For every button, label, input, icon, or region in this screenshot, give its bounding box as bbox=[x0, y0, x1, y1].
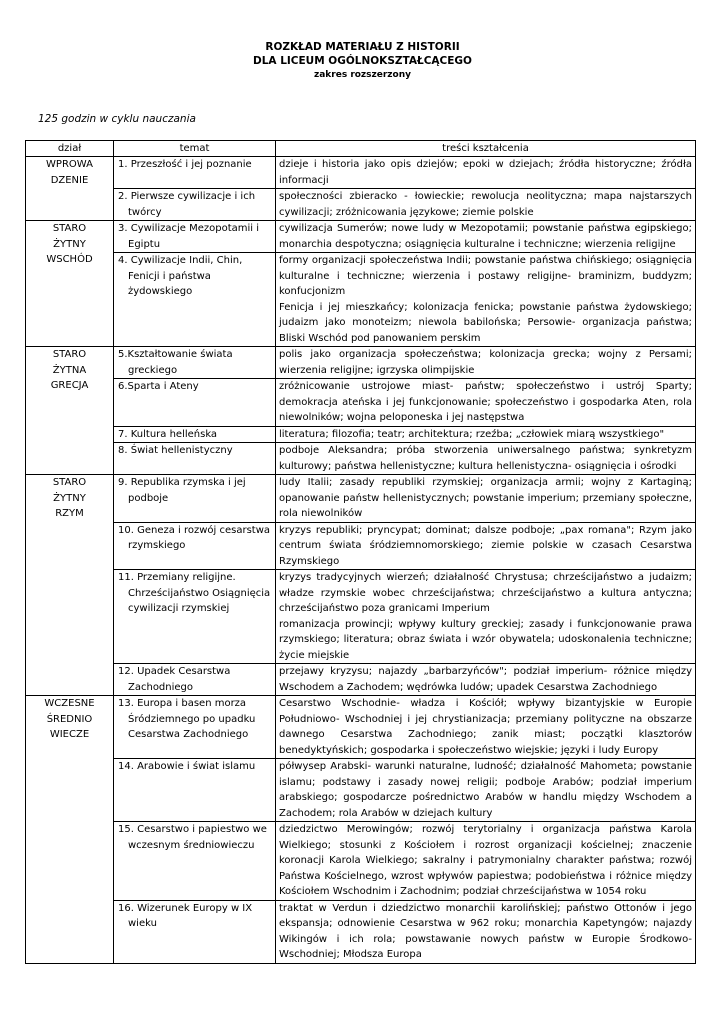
section-label: WCZESNE ŚREDNIO WIECZE bbox=[26, 696, 114, 964]
content-cell bbox=[276, 221, 696, 253]
content-text: dziedzictwo Merowingów; rozwój terytorialny i organizacja państwa Karola Wielkiego; stosunki z Kościołem i rozrost organizacji kościelnej; znaczenie koronacji Karola Wielkiego; sakralny i patrymonialny charakter państwa; rozwój Państwa Kościelnego, wzrost wpływów papiestwa; podobieństwa i różnice między Kościołem Wschodnim i Zachodnim; podział chrześcijaństwa w 1054 roku bbox=[279, 824, 692, 897]
content-cell bbox=[276, 157, 696, 189]
table-header-row bbox=[26, 141, 696, 157]
section-label: STARO ŻYTNA GRECJA bbox=[26, 347, 114, 475]
document-title-line1: ROZKŁAD MATERIAŁU Z HISTORII bbox=[265, 41, 460, 53]
topic-text: 16. Wizerunek Europy w IX wieku bbox=[118, 902, 253, 929]
column-header-dzial: dział bbox=[26, 141, 114, 157]
table-row bbox=[26, 696, 696, 759]
content-cell bbox=[276, 253, 696, 347]
topic-cell bbox=[114, 443, 276, 475]
topic-cell bbox=[114, 347, 276, 379]
topic-text: 2. Pierwsze cywilizacje i ich twórcy bbox=[118, 191, 256, 218]
table-row bbox=[26, 221, 696, 253]
content-text-continued: Fenicja i jej mieszkańcy; kolonizacja fenicka; powstanie państwa żydowskiego; judaizm jako monoteizm; niewola babilońska; Persowie- organizacja państwa; Bliski Wschód pod panowaniem perskim bbox=[279, 301, 692, 344]
topic-cell bbox=[114, 570, 276, 664]
table-row bbox=[26, 475, 696, 523]
content-text: zróżnicowanie ustrojowe miast- państw; społeczeństwo i ustrój Sparty; demokracja ateńska i jej funkcjonowanie; społeczeństwo i gospodarka Aten, rola niewolników; wojna peloponeska i jej następstwa bbox=[279, 381, 692, 423]
topic-cell bbox=[114, 189, 276, 221]
table-row bbox=[26, 822, 696, 901]
table-row bbox=[26, 347, 696, 379]
table-row bbox=[26, 443, 696, 475]
table-row bbox=[26, 379, 696, 427]
content-cell bbox=[276, 189, 696, 221]
topic-cell bbox=[114, 379, 276, 427]
hours-note: 125 godzin w cyklu nauczania bbox=[38, 113, 196, 125]
content-cell bbox=[276, 696, 696, 759]
content-cell bbox=[276, 522, 696, 570]
section-label: WPROWA DZENIE bbox=[26, 157, 114, 221]
content-cell bbox=[276, 475, 696, 523]
content-text: półwysep Arabski- warunki naturalne, ludność; działalność Mahometa; powstanie islamu; podstawy i zasady nowej religii; podboje Arabów; podział imperium arabskiego; gospodarcze pośrednictwo Arabów w handlu między Wschodem a Zachodem; rola Arabów w dziejach kultury bbox=[279, 761, 692, 819]
topic-text: 11. Przemiany religijne. Chrześcijaństwo Osiągnięcia cywilizacji rzymskiej bbox=[118, 572, 271, 614]
topic-text: 12. Upadek Cesarstwa Zachodniego bbox=[118, 666, 231, 693]
content-text: cywilizacja Sumerów; nowe ludy w Mezopotamii; powstanie państwa egipskiego; monarchia despotyczna; osiągnięcia kulturalne i techniczne; wierzenia religijne bbox=[279, 223, 692, 250]
content-text: kryzys tradycyjnych wierzeń; działalność Chrystusa; chrześcijaństwo a judaizm; władze rzymskie wobec chrześcijaństwa; chrześcijaństwo a kultura antyczna; chrześcijaństwo poza granicami Imperium bbox=[279, 572, 692, 614]
table-row bbox=[26, 157, 696, 189]
table-body bbox=[26, 157, 696, 964]
topic-cell bbox=[114, 253, 276, 347]
column-header-temat: temat bbox=[114, 141, 276, 157]
topic-cell bbox=[114, 157, 276, 189]
content-text-continued: romanizacja prowincji; wpływy kultury greckiej; zasady i funkcjonowanie prawa rzymskiego; literatura; obraz świata i wzór obywatela; udoskonalenia techniczne; życie miejskie bbox=[279, 618, 692, 661]
topic-cell bbox=[114, 696, 276, 759]
content-cell bbox=[276, 664, 696, 696]
topic-cell bbox=[114, 221, 276, 253]
topic-text: 3. Cywilizacje Mezopotamii i Egiptu bbox=[118, 223, 260, 250]
topic-text: 1. Przeszłość i jej poznanie bbox=[118, 159, 252, 170]
content-cell bbox=[276, 822, 696, 901]
topic-cell bbox=[114, 664, 276, 696]
content-cell bbox=[276, 570, 696, 664]
topic-text: 5.Kształtowanie świata greckiego bbox=[118, 349, 233, 376]
topic-cell bbox=[114, 426, 276, 443]
content-text: polis jako organizacja społeczeństwa; kolonizacja grecka; wojny z Persami; wierzenia religijne; igrzyska olimpijskie bbox=[279, 349, 692, 376]
topic-text: 15. Cesarstwo i papiestwo we wczesnym średniowieczu bbox=[118, 824, 267, 851]
table-row bbox=[26, 759, 696, 822]
content-text: dzieje i historia jako opis dziejów; epoki w dziejach; źródła historyczne; źródła informacji bbox=[279, 159, 692, 186]
content-text: literatura; filozofia; teatr; architektura; rzeźba; „człowiek miarą wszystkiego" bbox=[279, 428, 665, 440]
table-row bbox=[26, 664, 696, 696]
column-header-tresci: treści kształcenia bbox=[276, 141, 696, 157]
topic-cell bbox=[114, 759, 276, 822]
content-text: traktat w Verdun i dziedzictwo monarchii karolińskiej; państwo Ottonów i jego ekspansja; odnowienie Cesarstwa w 962 roku; monarchia Kapetyngów; najazdy Wikingów i ich rola; powstawanie nowych państw w Europie Środkowo-Wschodniej; Młodsza Europa bbox=[279, 902, 692, 960]
table-row bbox=[26, 522, 696, 570]
content-text: przejawy kryzysu; najazdy „barbarzyńców"; podział imperium- różnice między Wschodem a Zachodem; wędrówka ludów; upadek Cesarstwa Zachodniego bbox=[279, 666, 692, 693]
content-text: podboje Aleksandra; próba stworzenia uniwersalnego państwa; synkretyzm kulturowy; państwa hellenistyczne; kultura hellenistyczna- osiągnięcia i ośrodki bbox=[279, 445, 692, 472]
topic-text: 4. Cywilizacje Indii, Chin, Fenicji i państwa żydowskiego bbox=[118, 255, 243, 297]
table-row bbox=[26, 900, 696, 963]
topic-text: 9. Republika rzymska i jej podboje bbox=[118, 477, 246, 504]
topic-text: 13. Europa i basen morza Śródziemnego po upadku Cesarstwa Zachodniego bbox=[118, 698, 256, 740]
content-cell bbox=[276, 347, 696, 379]
content-text: Cesarstwo Wschodnie- władza i Kościół; wpływy bizantyjskie w Europie Południowo- Wschodniej i jej chrystianizacja; przemiany polityczne na obszarze dawnego Cesarstwa Zachodniego; zanik miast; początki klasztorów benedyktyńskich; gospodarka i społeczeństwo wiejskie; języki i ludy Europy bbox=[279, 698, 692, 756]
content-cell bbox=[276, 426, 696, 443]
section-label: STARO ŻYTNY WSCHÓD bbox=[26, 221, 114, 347]
document-title-line2: DLA LICEUM OGÓLNOKSZTAŁCĄCEGO bbox=[253, 55, 472, 67]
table-row bbox=[26, 189, 696, 221]
topic-text: 14. Arabowie i świat islamu bbox=[118, 761, 256, 772]
content-text: społeczności zbieracko - łowieckie; rewolucja neolityczna; mapa najstarszych cywilizacji; zróżnicowania językowe; ziemie polskie bbox=[279, 191, 692, 218]
content-text: formy organizacji społeczeństwa Indii; powstanie państwa chińskiego; osiągnięcia kulturalne i techniczne; wierzenia i postawy religijne- braminizm, buddyzm; konfucjonizm bbox=[279, 255, 692, 297]
table-row bbox=[26, 570, 696, 664]
topic-text: 10. Geneza i rozwój cesarstwa rzymskiego bbox=[118, 524, 271, 551]
topic-text: 8. Świat hellenistyczny bbox=[118, 445, 233, 456]
topic-cell bbox=[114, 475, 276, 523]
topic-text: 6.Sparta i Ateny bbox=[118, 381, 199, 392]
curriculum-table bbox=[25, 140, 696, 964]
content-text: ludy Italii; zasady republiki rzymskiej; organizacja armii; wojny z Kartaginą; opanowanie państw hellenistycznych; powstanie imperium; przemiany społeczne, rola niewolników bbox=[279, 477, 692, 519]
content-cell bbox=[276, 759, 696, 822]
content-cell bbox=[276, 379, 696, 427]
content-cell bbox=[276, 443, 696, 475]
document-subtitle: zakres rozszerzony bbox=[313, 70, 412, 80]
table-row bbox=[26, 426, 696, 443]
table-row bbox=[26, 253, 696, 347]
section-label: STARO ŻYTNY RZYM bbox=[26, 475, 114, 696]
topic-text: 7. Kultura helleńska bbox=[118, 428, 218, 440]
topic-cell bbox=[114, 900, 276, 963]
topic-cell bbox=[114, 822, 276, 901]
content-cell bbox=[276, 900, 696, 963]
topic-cell bbox=[114, 522, 276, 570]
content-text: kryzys republiki; pryncypat; dominat; dalsze podboje; „pax romana"; Rzym jako centrum świata śródziemnomorskiego; ziemie polskie w czasach Cesarstwa Rzymskiego bbox=[279, 524, 692, 567]
